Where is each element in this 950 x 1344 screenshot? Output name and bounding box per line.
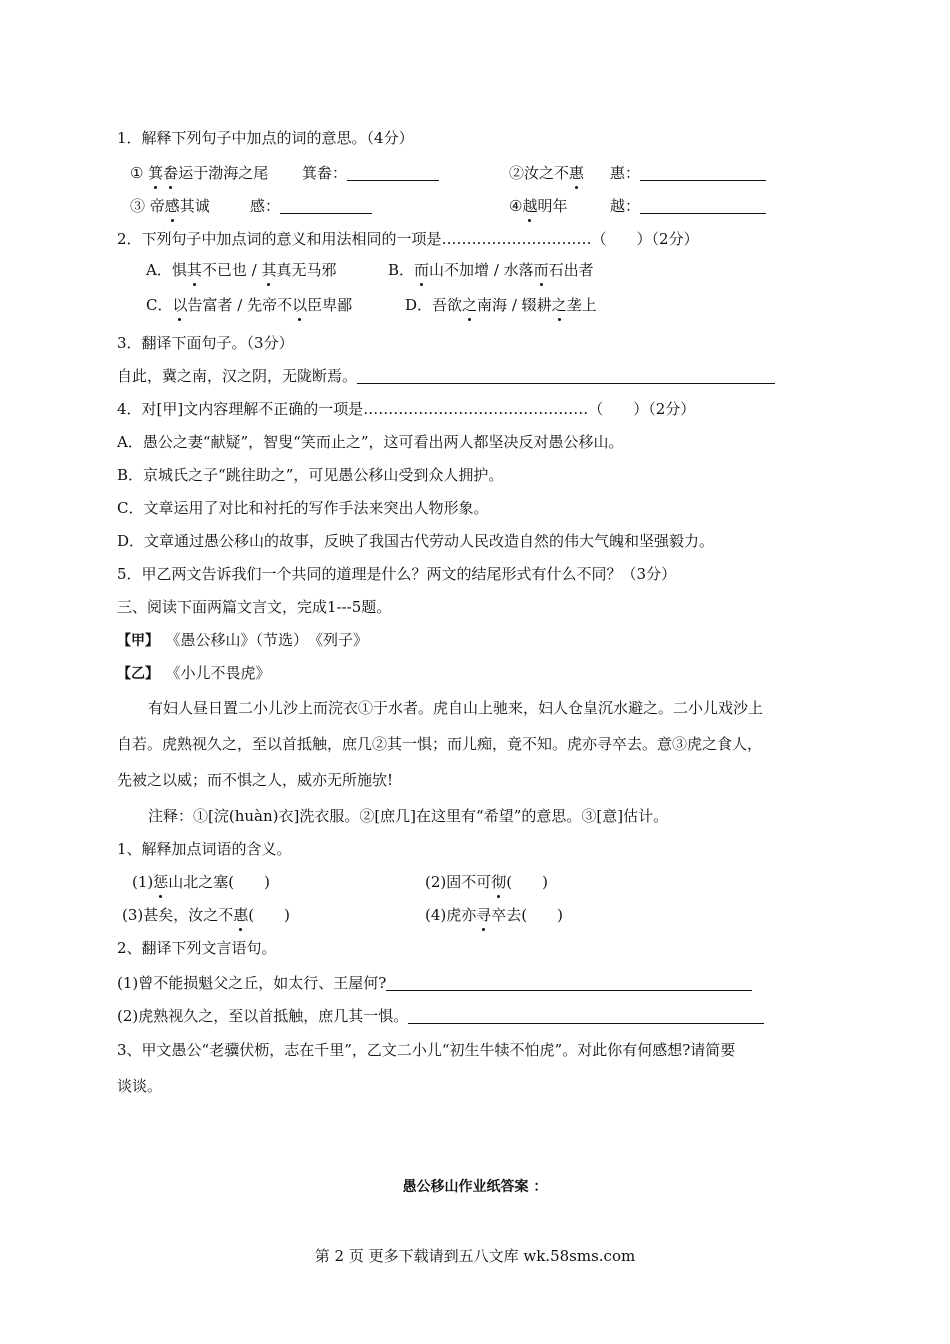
answer-blank[interactable] <box>408 1008 764 1024</box>
q2-title: 2．下列句子中加点词的意义和用法相同的一项是…………………………（ ）（2分） <box>117 230 699 248</box>
q2-option-d[interactable]: D．吾欲之南海 / 辍耕之垄上 <box>405 296 597 314</box>
q4-option-d[interactable]: D．文章通过愚公移山的故事，反映了我国古代劳动人民改造自然的伟大气魄和坚强毅力。 <box>117 532 715 550</box>
section3-title: 三、阅读下面两篇文言文，完成1---5题。 <box>117 598 392 616</box>
emphasis-char: 以 <box>172 296 188 314</box>
q4-title: 4．对[甲]文内容理解不正确的一项是………………………………………（ ）（2分） <box>117 400 696 418</box>
passage-line: 自若。虎熟视久之，至以首抵触，庶几②其一惧；而儿痴，竟不知。虎亦寻卒去。意③虎之食人， <box>117 735 763 753</box>
emphasis-char: 寻 <box>476 906 492 924</box>
answer-blank[interactable] <box>357 368 775 384</box>
emphasis-char: 箕 <box>148 164 164 182</box>
q1-item-d: ④越明年 <box>509 197 568 215</box>
q4-option-b[interactable]: B．京城氏之子“跳往助之”，可见愚公移山受到众人拥护。 <box>117 466 504 484</box>
emphasis-char: 而 <box>533 261 549 279</box>
q2-option-a[interactable]: A．惧其不已也 / 其真无马邪 <box>146 261 337 279</box>
q1-item-b-answer: 惠： <box>610 163 766 183</box>
s3-line: 谈谈。 <box>117 1077 163 1095</box>
emphasis-char: 彻 <box>491 873 507 891</box>
q1-item-d-answer: 越： <box>610 196 766 216</box>
passage-yi-heading: 【乙】 《小儿不畏虎》 <box>117 664 271 682</box>
emphasis-char: 感 <box>164 197 180 215</box>
q1-item-c: ③ 帝感其诚 <box>130 197 210 215</box>
emphasis-char: 畚 <box>163 164 179 182</box>
emphasis-char: 其 <box>261 261 277 279</box>
emphasis-char: 其 <box>186 261 202 279</box>
passage-note: 注释：①[浣(huàn)衣]洗衣服。②[庶几]在这里有“希望”的意思。③[意]估计。 <box>148 807 669 825</box>
q3-sentence: 自此，冀之南，汉之阴，无陇断焉。 <box>117 366 775 386</box>
q1-item-b: ②汝之不惠 <box>509 164 585 182</box>
answer-title: 愚公移山作业纸答案 ： <box>402 1179 548 1195</box>
emphasis-char: 之 <box>462 296 478 314</box>
q4-option-c[interactable]: C．文章运用了对比和衬托的写作手法来突出人物形象。 <box>117 499 489 517</box>
s3-line: 3、甲文愚公“老骥伏枥，志在千里”，乙文二小儿“初生牛犊不怕虎”。对此你有何感想?请简要 <box>117 1041 736 1059</box>
q1-item-c-answer: 感： <box>250 196 372 216</box>
q5-title: 5．甲乙两文告诉我们一个共同的道理是什么？两文的结尾形式有什么不同？（3分） <box>117 565 677 583</box>
s2-item-2: (2)虎熟视久之，至以首抵触，庶几其一惧。 <box>117 1006 764 1026</box>
emphasis-char: 惠 <box>233 906 249 924</box>
passage-jia-heading: 【甲】 《愚公移山》（节选） 《列子》 <box>117 631 369 649</box>
answer-blank[interactable] <box>280 198 372 214</box>
s1-title: 1、解释加点词语的含义。 <box>117 840 292 858</box>
passage-line: 先被之以威；而不惧之人，威亦无所施欤! <box>117 771 394 789</box>
emphasis-char: 之 <box>551 296 567 314</box>
answer-blank[interactable] <box>640 165 766 181</box>
q4-option-a[interactable]: A．愚公之妻“献疑”，智叟“笑而止之”，这可看出两人都坚决反对愚公移山。 <box>117 433 624 451</box>
emphasis-char: 以 <box>292 296 308 314</box>
q3-title: 3．翻译下面句子。（3分） <box>117 334 294 352</box>
emphasis-char: 而 <box>414 261 430 279</box>
passage-line: 有妇人昼日置二小儿沙上而浣衣①于水者。虎自山上驰来，妇人仓皇沉水避之。二小儿戏沙上 <box>148 699 764 717</box>
s1-item-2: (2)固不可彻( ) <box>425 873 548 891</box>
q1-title: 1．解释下列句子中加点的词的意思。（4分） <box>117 129 414 147</box>
page-footer: 第 2 页 更多下载请到五八文库 wk.58sms.com <box>314 1247 636 1265</box>
answer-blank[interactable] <box>386 975 752 991</box>
s1-item-4: (4)虎亦寻卒去( ) <box>425 906 563 924</box>
s2-item-1: (1)曾不能损魁父之丘，如太行、王屋何? <box>117 973 752 993</box>
emphasis-char: 惠 <box>569 164 585 182</box>
emphasis-char: 越 <box>522 197 538 215</box>
emphasis-char: 惩 <box>153 873 169 891</box>
q2-option-b[interactable]: B．而山不加增 / 水落而石出者 <box>388 261 594 279</box>
s1-item-3: (3)甚矣，汝之不惠( ) <box>122 906 290 924</box>
answer-blank[interactable] <box>640 198 766 214</box>
q2-option-c[interactable]: C．以告富者 / 先帝不以臣卑鄙 <box>146 296 353 314</box>
s2-title: 2、翻译下列文言语句。 <box>117 939 277 957</box>
answer-blank[interactable] <box>347 165 439 181</box>
s1-item-1: (1)惩山北之塞( ) <box>132 873 270 891</box>
q1-item-a-answer: 箕畚： <box>302 163 439 183</box>
q1-item-a: ① 箕畚运于渤海之尾 <box>130 164 269 182</box>
